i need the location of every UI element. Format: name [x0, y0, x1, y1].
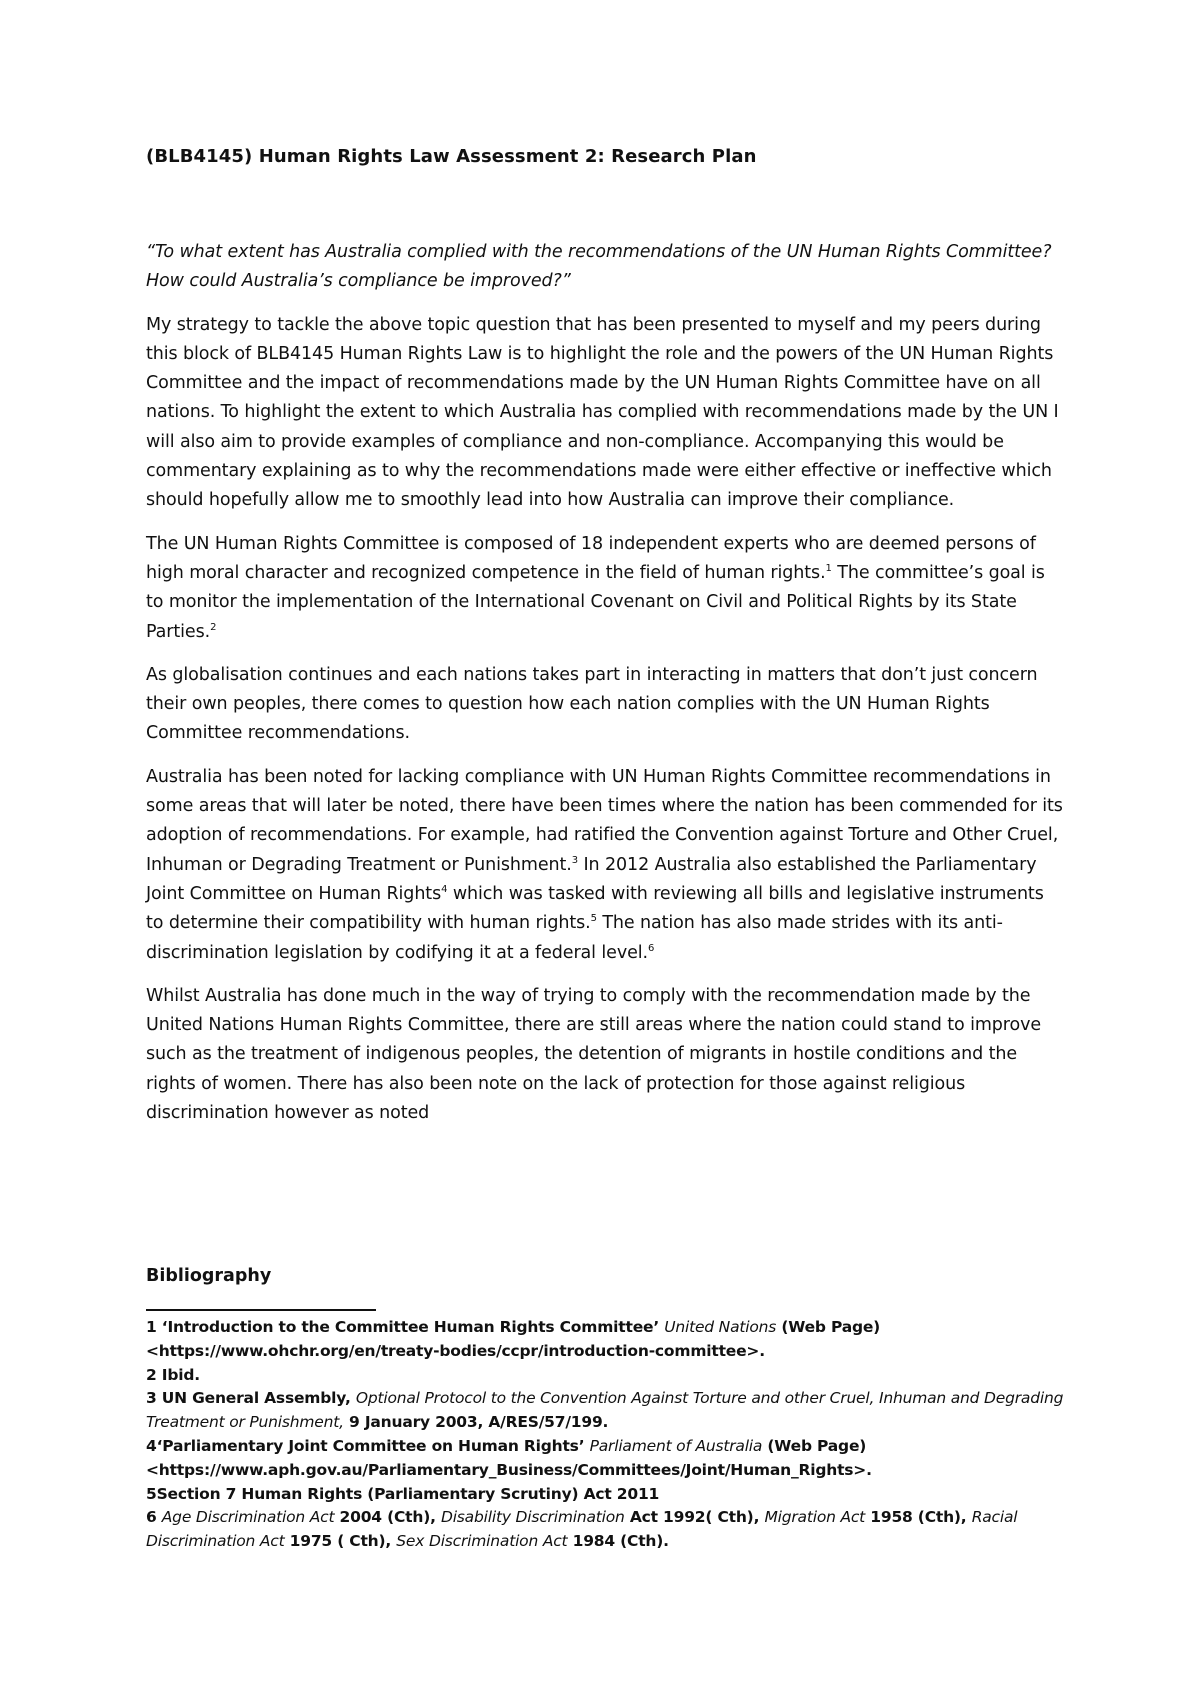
footnote-text: 6: [146, 1508, 162, 1527]
footnote-italic: Age Discrimination Act: [161, 1508, 335, 1527]
footnote-ref[interactable]: 2: [210, 621, 217, 633]
paragraph-improvement: Whilst Australia has done much in the way of trying to comply with the recommendation made by the United Nations Human Rights Committee, there are still areas where the nation could stand to improve such as the treatment of indigenous peoples, the detention of migrants in hostile conditions and the rights of women. There has also been note on the lack of protection for those against religious discrimination however as noted: [146, 985, 1042, 1124]
document-body: [146, 238, 1066, 1142]
footnote-text: 1 ‘Introduction to the Committee Human Rights Committee’: [146, 1318, 665, 1336]
footnote-ref[interactable]: 1: [825, 562, 832, 574]
paragraph-globalisation: As globalisation continues and each nations takes part in interacting in matters that don’t just concern their own peoples, there comes to question how each nation complies with the UN Human Rights Committee recommendations.: [146, 664, 1038, 744]
paragraph-strategy: My strategy to tackle the above topic question that has been presented to myself and my peers during this block of BLB4145 Human Rights Law is to highlight the role and the powers of the UN Human Rights Committee and the impact of recommendations made by the UN Human Rights Committee have on all nations. To highlight the extent to which Australia has complied with recommendations made by the UN I will also aim to provide examples of compliance and non-compliance. Accompanying this would be commentary explaining as to why the recommendations made were either effective or ineffective which should hopefully allow me to smoothly lead into how Australia can improve their compliance.: [146, 314, 1059, 511]
paragraph-text: In 2012 Australia also established the Parliamentary Joint Committee on Human Rights: [146, 854, 1037, 904]
footnote-separator: [146, 1309, 376, 1311]
footnote-text: 2004 (Cth),: [334, 1508, 441, 1527]
research-question: “To what extent has Australia complied with the recommendations of the UN Human Rights Committee? How could Australia’s compliance be improved?”: [146, 242, 1052, 292]
footnote-4: [146, 1435, 1066, 1483]
footnote-text: 1984 (Cth).: [567, 1532, 669, 1551]
footnote-italic: Racial Discrimination Act: [146, 1508, 1018, 1551]
paragraph-text: The nation has also made strides with its anti-discrimination legislation by codifying it at a federal level.: [146, 913, 1003, 963]
footnote-ref[interactable]: 5: [590, 913, 597, 925]
footnote-italic: United Nations: [664, 1318, 777, 1336]
footnote-text: 1975 ( Cth),: [284, 1532, 397, 1551]
footnote-text: 4‘Parliamentary Joint Committee on Human Rights’: [146, 1436, 590, 1455]
footnote-italic: Parliament of Australia: [589, 1436, 763, 1455]
paragraph-text: which was tasked with reviewing all bills and legislative instruments to determine their compatibility with human rights.: [146, 883, 1044, 934]
footnote-italic: Optional Protocol to the Convention Against Torture and other Cruel, Inhuman and Degrading Treatment or Punishment,: [146, 1389, 1064, 1432]
footnote-text: 1958 (Cth),: [865, 1508, 972, 1527]
footnote-text: 9 January 2003, A/RES/57/199.: [343, 1413, 609, 1432]
document-title: (BLB4145) Human Rights Law Assessment 2: Research Plan: [146, 146, 757, 167]
footnote-ref[interactable]: 3: [571, 854, 578, 866]
footnote-italic: Migration Act: [764, 1508, 866, 1527]
bibliography-heading: Bibliography: [146, 1266, 272, 1286]
paragraph-committee: [146, 530, 1066, 647]
footnote-ref[interactable]: 6: [647, 942, 655, 954]
footnote-italic: Sex Discrimination Act: [396, 1532, 568, 1551]
paragraph-text: The committee’s goal is to monitor the implementation of the International Covenant on Civil and Political Rights by its State Parties.: [146, 562, 1045, 642]
footnote-italic: Disability Discrimination: [440, 1508, 625, 1527]
footnote-5: 5Section 7 Human Rights (Parliamentary Scrutiny) Act 2011: [146, 1484, 660, 1503]
footnote-1: [146, 1316, 1066, 1364]
footnote-text: 3 UN General Assembly,: [146, 1389, 356, 1408]
footnote-3: [146, 1387, 1066, 1435]
footnote-text: (Web Page) <https://www.ohchr.org/en/treaty-bodies/ccpr/introduction-committee>.: [146, 1318, 881, 1360]
footnotes-list: [146, 1316, 1066, 1554]
footnote-6: [146, 1506, 1066, 1554]
footnote-ref[interactable]: 4: [441, 883, 448, 895]
paragraph-compliance: [146, 763, 1066, 968]
paragraph-text: The UN Human Rights Committee is composed of 18 independent experts who are deemed persons of high moral character and recognized competence in the field of human rights.: [146, 533, 1036, 583]
footnote-text: (Web Page) <https://www.aph.gov.au/Parliamentary_Business/Committees/Joint/Human_Rights>.: [146, 1436, 872, 1479]
footnote-text: Act 1992( Cth),: [624, 1508, 765, 1527]
paragraph-text: Australia has been noted for lacking compliance with UN Human Rights Committee recommendations in some areas that will later be noted, there have been times where the nation has been commended for its adoption of recommendations. For example, had ratified the Convention against Torture and Other Cruel, Inhuman or Degrading Treatment or Punishment.: [146, 766, 1063, 875]
footnote-2: 2 Ibid.: [146, 1365, 200, 1384]
